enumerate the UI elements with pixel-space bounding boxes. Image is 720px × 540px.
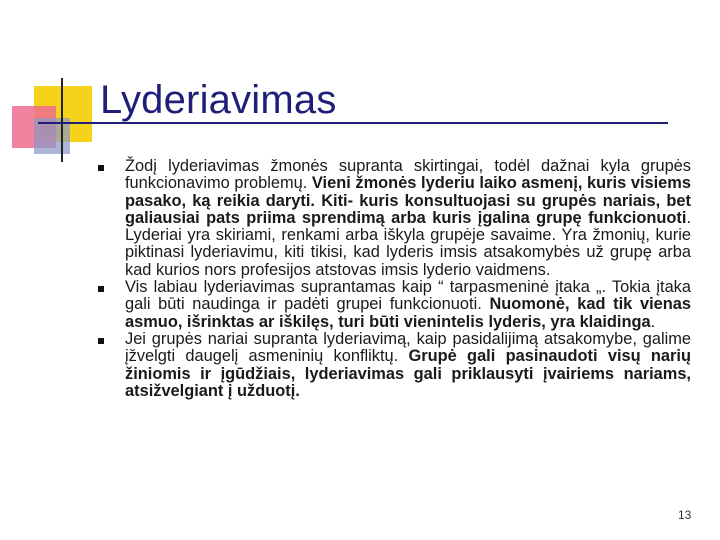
bullet-text: . Lyderiai yra skiriami, renkami arba iškyla grupėje savaime. Yra žmonių, kurie piktinasi lyderiavimu, kiti tikisi, kad lyderis imsis atsakomybės už grupę arba kad kurios nors profesijos atstovas imsis lyderio vaidmens. bbox=[125, 208, 691, 279]
bullet-text-bold: Grupė gali pasinaudoti visų narių žiniomis ir įgūdžiais, lyderiavimas gali priklausyti įvairiems nariams, atsižvelgiant į užduotį. bbox=[125, 347, 691, 400]
bullet-text: Žodį lyderiavimas žmonės supranta skirtingai, todėl dažnai kyla grupės funkcionavimo problemų. bbox=[125, 157, 691, 193]
bullet-item bbox=[125, 331, 691, 400]
bullet-item bbox=[125, 279, 691, 331]
bullet-item bbox=[125, 158, 691, 279]
bullet-text: Vis labiau lyderiavimas suprantamas kaip “ tarpasmeninė įtaka „. Tokia įtaka gali būti naudinga ir padėti grupei funkcionuoti. bbox=[125, 278, 691, 314]
bullet-list bbox=[125, 158, 691, 400]
slide-title: Lyderiavimas bbox=[100, 78, 337, 122]
bullet-text: Jei grupės nariai supranta lyderiavimą, kaip pasidalijimą atsakomybe, galime įžvelgti daugelį asmeninių konfliktų. bbox=[125, 329, 691, 366]
bullet-text-bold: Nuomonė, kad tik vienas asmuo, išrinktas ar iškilęs, turi būti vienintelis lyderis, yra klaidinga bbox=[125, 295, 691, 331]
title-underline bbox=[38, 122, 668, 124]
bullet-text-bold: Vieni žmonės lyderiu laiko asmenį, kuris visiems pasako, ką reikia daryti. Kiti- kuris konsultuojasi su grupės nariais, bet galiausiai pats priima sprendimą arba kuris įgalina grupę funkcionuoti bbox=[125, 174, 691, 227]
bullet-square-icon bbox=[98, 286, 104, 292]
bullet-square-icon bbox=[98, 338, 104, 344]
bullet-square-icon bbox=[98, 165, 104, 171]
bullet-text: . bbox=[650, 312, 656, 331]
page-number: 13 bbox=[678, 508, 692, 522]
